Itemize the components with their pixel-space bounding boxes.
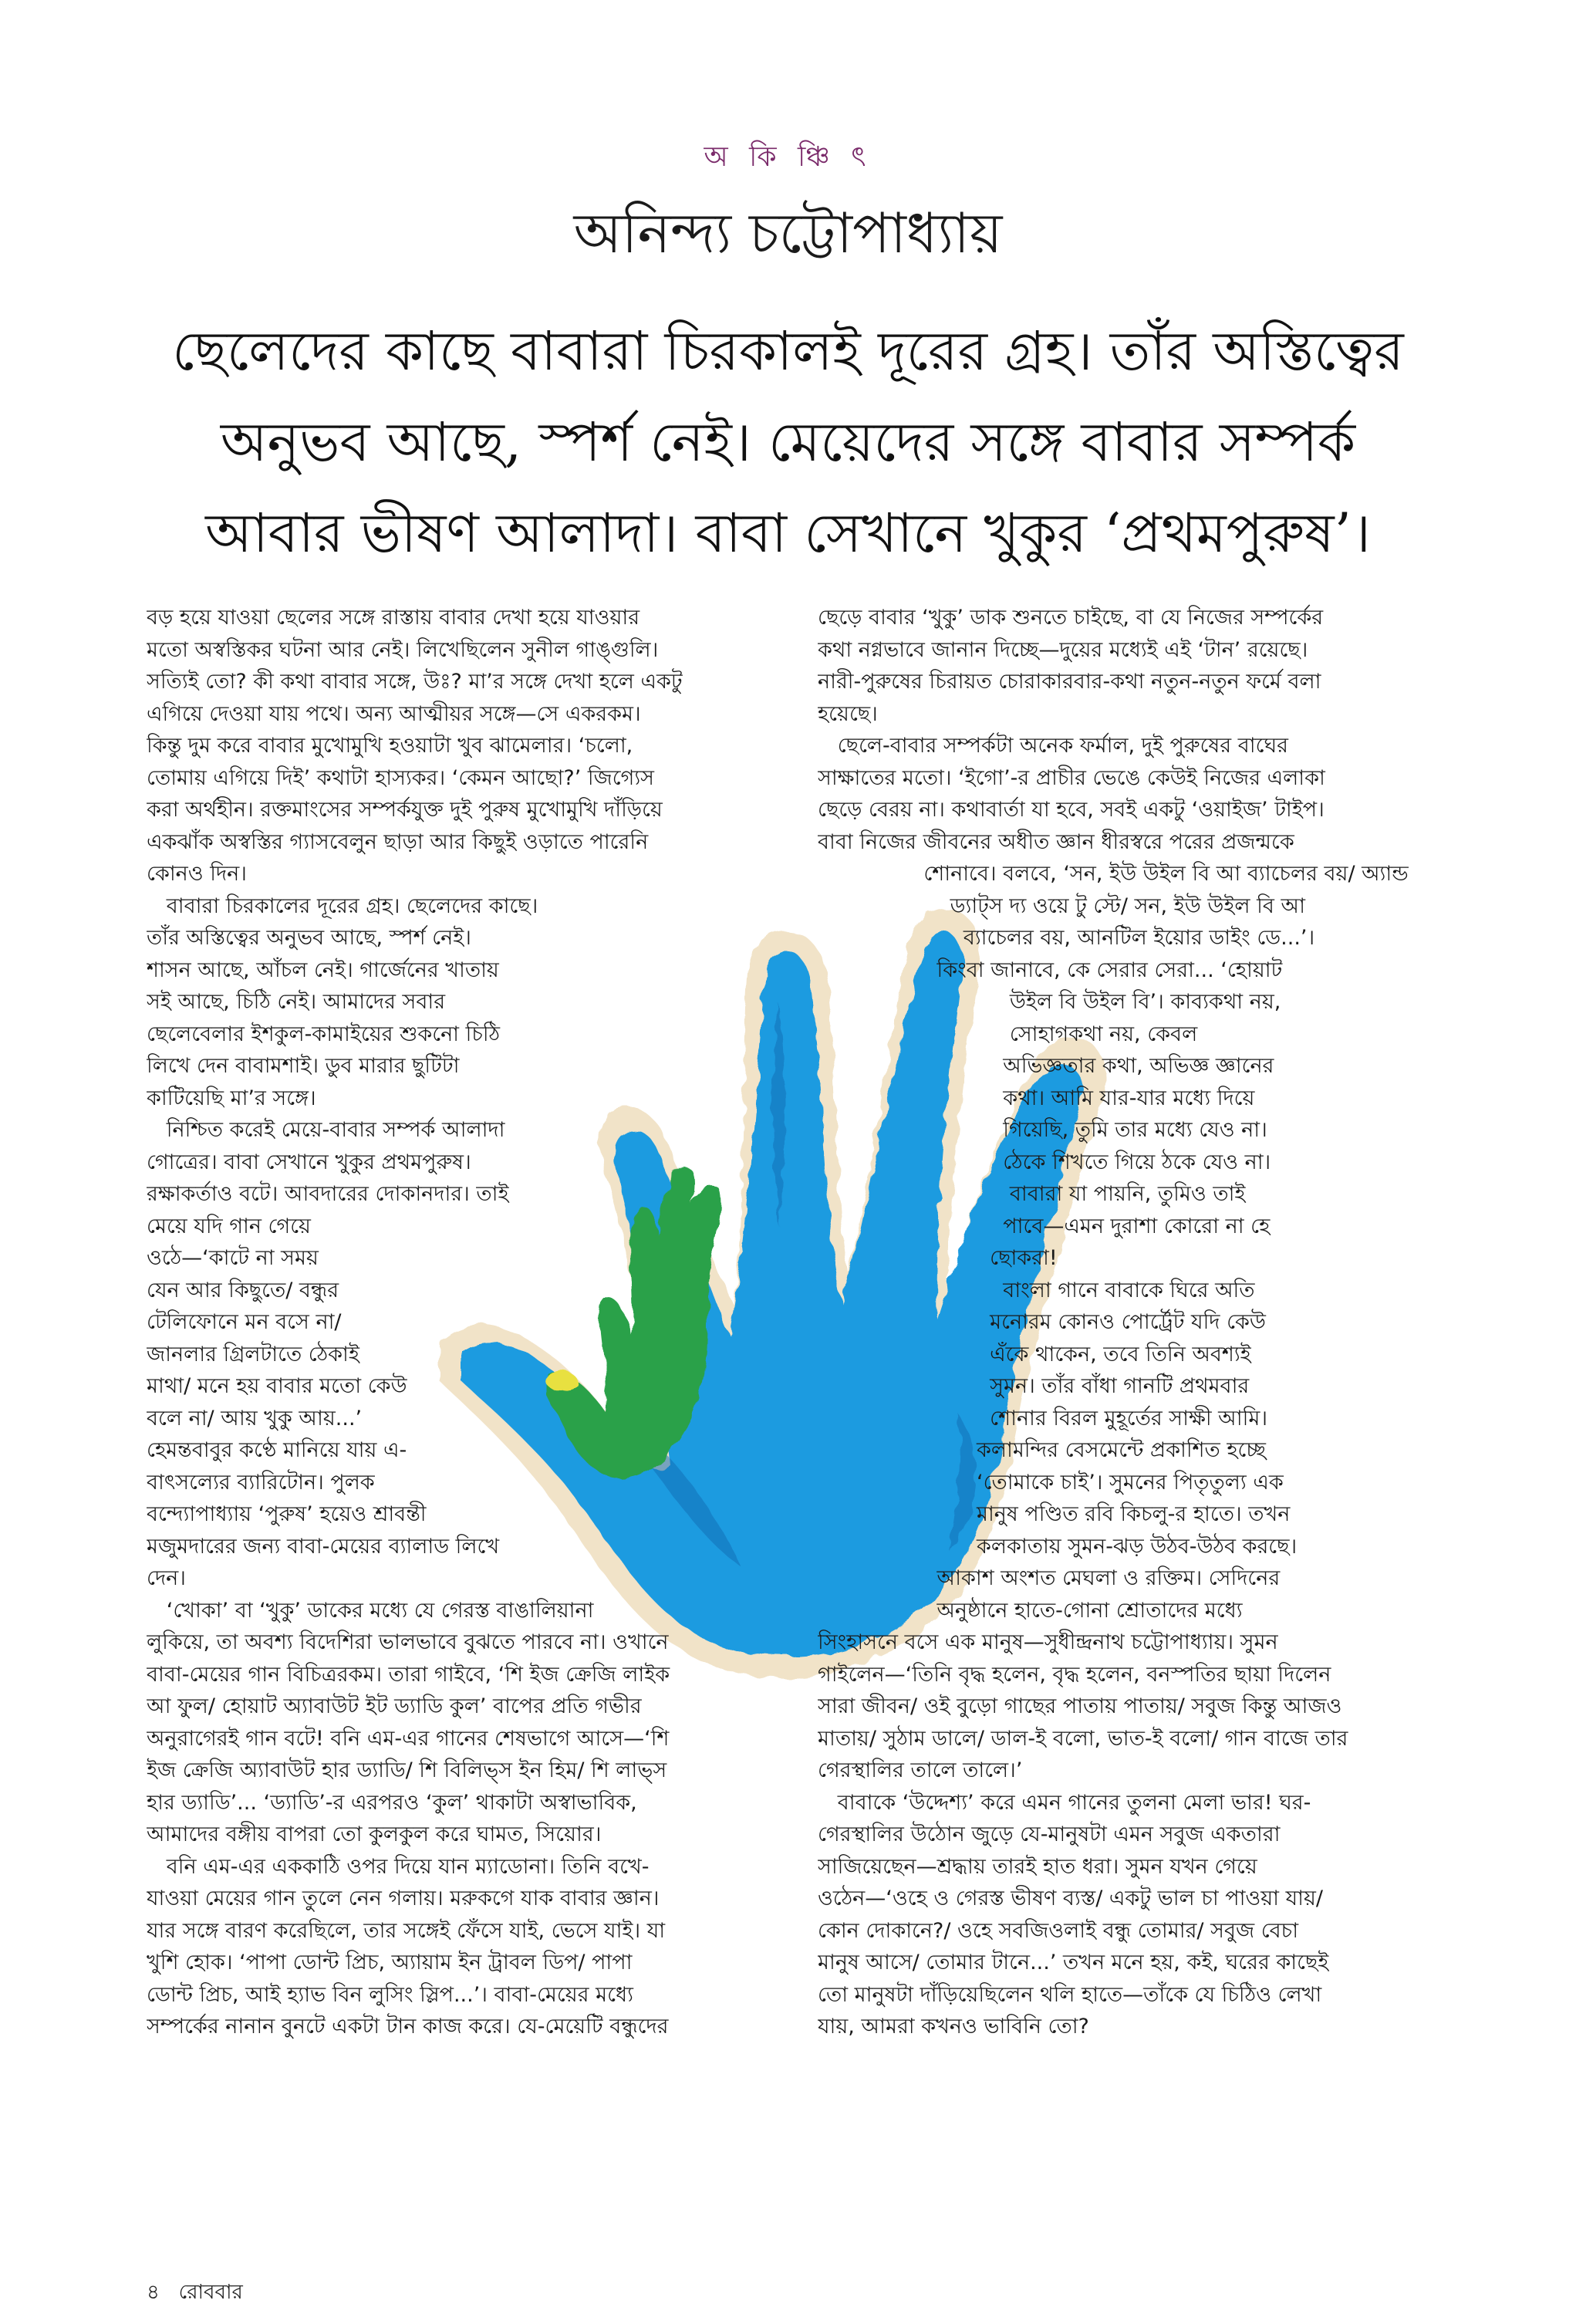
article-line: ছোকরা! — [818, 1246, 1058, 1270]
article-line: মাথা/ মনে হয় বাবার মতো কেউ — [147, 1374, 407, 1398]
article-line: লিখে দেন বাবামশাই। ডুব মারার ছুটিটা — [147, 1054, 460, 1078]
article-line: হয়েছে। — [818, 701, 878, 726]
article-line: সুমন। তাঁর বাঁধা গানটি প্রথমবার — [818, 1374, 1250, 1398]
article-line: লুকিয়ে, তা অবশ্য বিদেশিরা ভালভাবে বুঝতে পারবে না। ওখানে — [147, 1630, 669, 1654]
article-line: কাটিয়েছি মা’র সঙ্গে। — [147, 1086, 316, 1110]
article-line: শোনাবে। বলবে, ‘সন, ইউ উইল বি আ ব্যাচেলর বয়/ অ্যান্ড — [818, 862, 1409, 886]
article-line: এগিয়ে দেওয়া যায় পথে। অন্য আত্মীয়র সঙ্গে—সে একরকম। — [147, 701, 641, 726]
article-line: কলামন্দির বেসমেন্টে প্রকাশিত হচ্ছে — [818, 1438, 1266, 1462]
article-line: কোন দোকানে?/ ওহে সবজিওলাই বন্ধু তোমার/ সবুজ বেচা — [818, 1918, 1299, 1943]
article-line: গিয়েছি, তুমি তার মধ্যে যেও না। — [818, 1118, 1267, 1142]
article-line: সারা জীবন/ ওই বুড়ো গাছের পাতায় পাতায়/ সবুজ কিন্তু আজও — [818, 1694, 1342, 1718]
article-line: কথা। আমি যার-যার মধ্যে দিয়ে — [818, 1086, 1255, 1110]
article-column-right — [818, 602, 1446, 2043]
article-line: কিংবা জানাবে, কে সেরার সেরা... ‘হোয়াট — [818, 958, 1283, 982]
article-line: খুশি হোক। ‘পাপা ডোন্ট প্রিচ, অ্যায়াম ইন ট্রাবল ডিপ/ পাপা — [147, 1951, 633, 1974]
article-line: মজুমদারের জন্য বাবা-মেয়ের ব্যালাড লিখে — [147, 1534, 500, 1559]
article-line: ড্যাট্‌স দ্য ওয়ে টু স্টে/ সন, ইউ উইল বি আ — [818, 893, 1305, 918]
standfirst-line: ছেলেদের কাছে বাবারা চিরকালই দূরের গ্রহ। তাঁর অস্তিত্বের — [172, 319, 1404, 383]
article-line: ছেড়ে বেরয় না। কথাবার্তা যা হবে, সবই একটু ‘ওয়াইজ’ টাইপ। — [818, 798, 1325, 822]
standfirst — [116, 306, 1460, 579]
article-line: মনোরম কোনও পোর্ট্রেট যদি কেউ — [818, 1310, 1266, 1334]
article-line: ছেড়ে বাবার ‘খুকু’ ডাক শুনতে চাইছে, বা যে নিজের সম্পর্কের — [818, 606, 1324, 630]
article-line: বন্দ্যোপাধ্যায় ‘পুরুষ’ হয়েও শ্রাবন্তী — [147, 1502, 427, 1526]
article-line: মতো অস্বস্তিকর ঘটনা আর নেই। লিখেছিলেন সুনীল গাঙ্গুলি। — [147, 637, 659, 662]
article-line: বনি এম-এর এককাঠি ওপর দিয়ে যান ম্যাডোনা। তিনি বখে- — [147, 1854, 650, 1879]
article-line: অনুরাগেরই গান বটে! বনি এম-এর গানের শেষভাগে আসে—‘শি — [147, 1726, 670, 1751]
article-line: মানুষ আসে/ তোমার টানে...’ তখন মনে হয়, কই, ঘরের কাছেই — [818, 1951, 1329, 1974]
article-line: এঁকে থাকেন, তবে তিনি অবশ্যই — [818, 1342, 1251, 1366]
article-line: সাজিয়েছেন—শ্রদ্ধায় তারই হাত ধরা। সুমন যখন গেয়ে — [818, 1854, 1257, 1879]
article-line: আকাশ অংশত মেঘলা ও রক্তিম। সেদিনের — [818, 1566, 1281, 1590]
article-line: সই আছে, চিঠি নেই। আমাদের সবার — [147, 990, 446, 1014]
article-line: কলকাতায় সুমন-ঝড় উঠব-উঠব করছে। — [818, 1534, 1298, 1559]
article-line: কোনও দিন। — [147, 862, 247, 886]
article-line: রক্ষাকর্তাও বটে। আবদারের দোকানদার। তাই — [147, 1182, 509, 1206]
article-line: ওঠে—‘কাটে না সময় — [147, 1246, 319, 1270]
article-line: ইজ ক্রেজি অ্যাবাউট হার ড্যাডি/ শি বিলিভ্‌স ইন হিম/ শি লাভ্‌স — [147, 1758, 667, 1782]
article-line: একঝাঁক অস্বস্তির গ্যাসবেলুন ছাড়া আর কিছুই ওড়াতে পারেনি — [147, 829, 649, 854]
article-line: দেন। — [147, 1566, 186, 1590]
article-line: বাবাকে ‘উদ্দেশ্য’ করে এমন গানের তুলনা মেলা ভার! ঘর- — [818, 1790, 1311, 1815]
article-line: সত্যিই তো? কী কথা বাবার সঙ্গে, উঃ? মা’র সঙ্গে দেখা হলে একটু — [147, 670, 683, 694]
article-line: যার সঙ্গে বারণ করেছিলে, তার সঙ্গেই ফেঁসে যাই, ভেসে যাই। যা — [147, 1918, 666, 1943]
article-line: পাবে—এমন দুরাশা কোরো না হে — [818, 1214, 1271, 1238]
article-line: তোমায় এগিয়ে দিই’ কথাটা হাস্যকর। ‘কেমন আছো?’ জিগ্যেস — [147, 765, 654, 790]
article-line: যায়, আমরা কখনও ভাবিনি তো? — [818, 2015, 1089, 2039]
article-line: গোত্রের। বাবা সেখানে খুকুর প্রথমপুরুষ। — [147, 1150, 471, 1174]
article-line: ব্যাচেলর বয়, আনটিল ইয়োর ডাইং ডে...’। — [818, 926, 1315, 950]
article-line: বাবা-মেয়ের গান বিচিত্ররকম। তারা গাইবে, ‘শি ইজ ক্রেজি লাইক — [147, 1662, 670, 1687]
author-name: অনিন্দ্য চট্টোপাধ্যায় — [573, 201, 1003, 265]
article-line: জানলার গ্রিলটাতে ঠেকাই — [147, 1342, 359, 1366]
article-line: ঠেকে শিখতে গিয়ে ঠকে যেও না। — [818, 1150, 1271, 1174]
article-line: শোনার বিরল মুহূর্তের সাক্ষী আমি। — [818, 1406, 1268, 1431]
article-line: মেয়ে যদি গান গেয়ে — [147, 1214, 311, 1238]
article-line: তাঁর অস্তিত্বের অনুভব আছে, স্পর্শ নেই। — [147, 926, 471, 950]
article-line: হেমন্তবাবুর কণ্ঠে মানিয়ে যায় এ- — [147, 1438, 407, 1462]
article-line: কিন্তু দুম করে বাবার মুখোমুখি হওয়াটা খুব ঝামেলার। ‘চলো, — [147, 734, 633, 758]
article-line: সম্পর্কের নানান বুনটে একটা টান কাজ করে। যে-মেয়েটি বন্ধুদের — [147, 2015, 669, 2039]
section-kicker: অ কি ঞ্চি ৎ — [704, 141, 872, 173]
article-line: ছেলেবেলার ইশকুল-কামাইয়ের শুকনো চিঠি — [147, 1022, 501, 1046]
page-footer — [147, 2276, 243, 2310]
article-line: ‘তোমাকে চাই’। সুমনের পিতৃতুল্য এক — [818, 1470, 1284, 1495]
article-line: বাৎসল্যের ব্যারিটোন। পুলক — [147, 1470, 375, 1495]
standfirst-line: অনুভব আছে, স্পর্শ নেই। মেয়েদের সঙ্গে বাবার সম্পর্ক — [220, 410, 1356, 474]
article-line: হার ড্যাডি’... ‘ড্যাডি’-র এরপরও ‘কুল’ থাকাটা অস্বাভাবিক, — [147, 1790, 637, 1815]
article-line: বাবা নিজের জীবনের অধীত জ্ঞান ধীরস্বরে পরের প্রজন্মকে — [818, 829, 1294, 854]
article-line: গেরস্থালির উঠোন জুড়ে যে-মানুষটা এমন সবুজ একতারা — [818, 1822, 1281, 1846]
article-line: সাক্ষাতের মতো। ‘ইগো’-র প্রাচীর ভেঙে কেউই নিজের এলাকা — [818, 765, 1325, 790]
article-line: শাসন আছে, আঁচল নেই। গার্জেনের খাতায় — [147, 958, 499, 982]
article-line: মাতায়/ সুঠাম ডালে/ ডাল-ই বলো, ভাত-ই বলো/ গান বাজে তার — [818, 1726, 1348, 1751]
article-line: বাবারা চিরকালের দূরের গ্রহ। ছেলেদের কাছে। — [147, 893, 538, 918]
article-line: আমাদের বঙ্গীয় বাপরা তো কুলকুল করে ঘামত, সিয়োর। — [147, 1822, 602, 1846]
article-line: গেরস্থালির তালে তালে।’ — [818, 1758, 1023, 1782]
article-line: অনুষ্ঠানে হাতে-গোনা শ্রোতাদের মধ্যে — [818, 1598, 1243, 1623]
article-line: করা অর্থহীন। রক্তমাংসের সম্পর্কযুক্ত দুই পুরুষ মুখোমুখি দাঁড়িয়ে — [147, 798, 663, 822]
article-line: গাইলেন—‘তিনি বৃদ্ধ হলেন, বৃদ্ধ হলেন, বনস্পতির ছায়া দিলেন — [818, 1662, 1331, 1687]
article-line: বড় হয়ে যাওয়া ছেলের সঙ্গে রাস্তায় বাবার দেখা হয়ে যাওয়ার — [147, 606, 640, 630]
article-line: ডোন্ট প্রিচ, আই হ্যাভ বিন লুসিং স্লিপ...’। বাবা-মেয়ের মধ্যে — [147, 1982, 633, 2007]
article-line: বাংলা গানে বাবাকে ঘিরে অতি — [818, 1278, 1255, 1302]
article-column-left — [147, 602, 775, 2043]
article-line: ছেলে-বাবার সম্পর্কটা অনেক ফর্মাল, দুই পুরুষের বাঘের — [818, 734, 1288, 758]
article-line: যেন আর কিছুতে/ বন্ধুর — [147, 1278, 339, 1302]
article-line: সিংহাসনে বসে এক মানুষ—সুধীন্দ্রনাথ চট্টোপাধ্যায়। সুমন — [818, 1630, 1278, 1654]
article-line: মানুষ পণ্ডিত রবি কিচলু-র হাতে। তখন — [818, 1502, 1291, 1526]
article-line: টেলিফোনে মন বসে না/ — [147, 1310, 342, 1334]
article-line: ‘খোকা’ বা ‘খুকু’ ডাকের মধ্যে যে গেরস্ত বাঙালিয়ানা — [147, 1598, 594, 1623]
article-line: অভিজ্ঞতার কথা, অভিজ্ঞ জ্ঞানের — [818, 1054, 1274, 1078]
article-line: কথা নগ্নভাবে জানান দিচ্ছে—দুয়ের মধ্যেই এই ‘টান’ রয়েছে। — [818, 637, 1308, 662]
article-line: উইল বি উইল বি’। কাব্যকথা নয়, — [818, 990, 1281, 1014]
article-line: তো মানুষটা দাঁড়িয়েছিলেন থলি হাতে—তাঁকে যে চিঠিও লেখা — [818, 1982, 1322, 2007]
article-line: বলে না/ আয় খুকু আয়...’ — [147, 1406, 363, 1431]
article-line: যাওয়া মেয়ের গান তুলে নেন গলায়। মরুকগে যাক বাবার জ্ঞান। — [147, 1887, 660, 1910]
article-line: ওঠেন—‘ওহে ও গেরস্ত ভীষণ ব্যস্ত/ একটু ভাল চা পাওয়া যায়/ — [818, 1887, 1323, 1910]
article-line: আ ফুল/ হোয়াট অ্যাবাউট ইট ড্যাডি কুল’ বাপের প্রতি গভীর — [147, 1694, 642, 1718]
article-line: সোহাগকথা নয়, কেবল — [818, 1022, 1198, 1046]
section-name: রোববার — [178, 2281, 243, 2304]
standfirst-line: আবার ভীষণ আলাদা। বাবা সেখানে খুকুর ‘প্রথমপুরুষ’। — [205, 502, 1371, 565]
article-line: নারী-পুরুষের চিরায়ত চোরাকারবার-কথা নতুন-নতুন ফর্মে বলা — [818, 670, 1321, 694]
article-line: নিশ্চিত করেই মেয়ে-বাবার সম্পর্ক আলাদা — [147, 1118, 505, 1142]
article-line: বাবারা যা পায়নি, তুমিও তাই — [818, 1182, 1246, 1206]
page-number: ৪ — [147, 2281, 160, 2304]
